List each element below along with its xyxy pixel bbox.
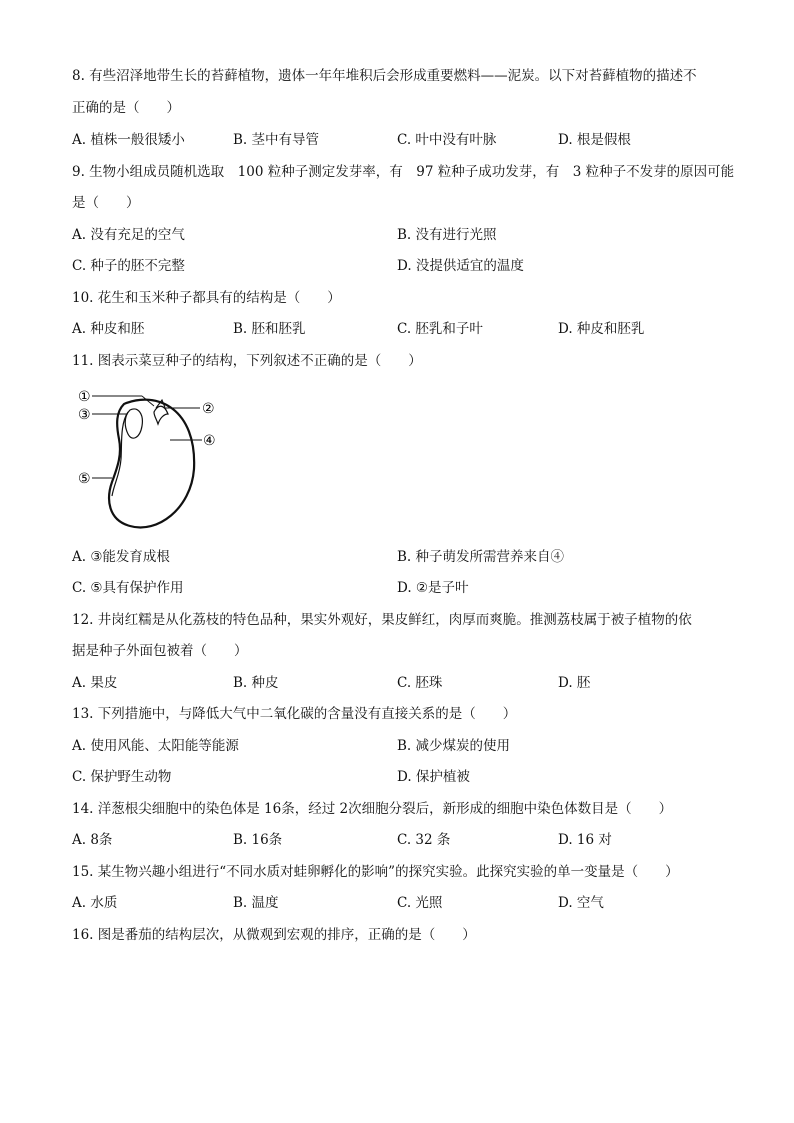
- figure-label-3: ③: [78, 407, 91, 423]
- question-15-stem: 15. 某生物兴趣小组进行“不同水质对蛙卵孵化的影响”的探究实验。此探究实验的单一变量是（ ）: [72, 864, 679, 880]
- question-13-option-d: D. 保护植被: [397, 769, 470, 785]
- question-12-stem-line2: 据是种子外面包被着（ ）: [72, 643, 248, 659]
- question-8-option-d: D. 根是假根: [558, 132, 631, 148]
- question-13-option-b: B. 减少煤炭的使用: [397, 738, 511, 754]
- question-12-stem-line1: 12. 井岗红糯是从化荔枝的特色品种，果实外观好，果皮鲜红，肉厚而爽脆。推测荔枝属于被子植物的依: [72, 612, 692, 628]
- question-9-option-a: A. 没有充足的空气: [72, 227, 185, 243]
- question-10-option-d: D. 种皮和胚乳: [558, 321, 645, 337]
- question-10-stem: 10. 花生和玉米种子都具有的结构是（ ）: [72, 290, 341, 306]
- question-14-option-c: C. 32 条: [397, 832, 451, 848]
- question-8-option-b: B. 茎中有导管: [233, 132, 320, 148]
- question-11-option-a: A. ③能发育成根: [72, 549, 170, 565]
- question-10-option-c: C. 胚乳和子叶: [397, 321, 483, 337]
- question-9-stem-line1: 9. 生物小组成员随机选取 100 粒种子测定发芽率，有 97 粒种子成功发芽，有 3 粒种子不发芽的原因可能: [72, 164, 735, 180]
- question-14-option-b: B. 16条: [233, 832, 283, 848]
- question-11-option-b: B. 种子萌发所需营养来自④: [397, 549, 565, 565]
- bean-seed-figure: [72, 384, 222, 534]
- question-16-stem: 16. 图是番茄的结构层次，从微观到宏观的排序，正确的是（ ）: [72, 927, 476, 943]
- question-9-option-b: B. 没有进行光照: [397, 227, 497, 243]
- question-8-stem-line2: 正确的是（ ）: [72, 100, 180, 116]
- question-14-option-d: D. 16 对: [558, 832, 612, 848]
- question-14-option-a: A. 8条: [72, 832, 113, 848]
- question-9-option-d: D. 没提供适宜的温度: [397, 258, 524, 274]
- question-15-option-a: A. 水质: [72, 895, 118, 911]
- question-10-option-a: A. 种皮和胚: [72, 321, 145, 337]
- question-8-option-c: C. 叶中没有叶脉: [397, 132, 497, 148]
- question-15-option-b: B. 温度: [233, 895, 279, 911]
- question-11-stem: 11. 图表示菜豆种子的结构，下列叙述不正确的是（ ）: [72, 353, 422, 369]
- figure-label-2: ②: [202, 401, 215, 417]
- question-12-option-b: B. 种皮: [233, 675, 279, 691]
- question-8-stem-line1: 8. 有些沼泽地带生长的苔藓植物，遗体一年年堆积后会形成重要燃料——泥炭。以下对苔藓植物的描述不: [72, 68, 697, 84]
- question-11-option-d: D. ②是子叶: [397, 580, 469, 596]
- question-15-option-d: D. 空气: [558, 895, 604, 911]
- question-11-option-c: C. ⑤具有保护作用: [72, 580, 184, 596]
- question-9-option-c: C. 种子的胚不完整: [72, 258, 185, 274]
- figure-label-4: ④: [203, 433, 216, 449]
- question-12-option-d: D. 胚: [558, 675, 591, 691]
- question-10-option-b: B. 胚和胚乳: [233, 321, 306, 337]
- figure-label-1: ①: [78, 389, 91, 405]
- figure-label-5: ⑤: [78, 471, 91, 487]
- question-12-option-c: C. 胚珠: [397, 675, 443, 691]
- question-14-stem: 14. 洋葱根尖细胞中的染色体是 16条，经过 2次细胞分裂后，新形成的细胞中染色体数目是（ ）: [72, 801, 673, 817]
- question-13-option-c: C. 保护野生动物: [72, 769, 172, 785]
- question-13-stem: 13. 下列措施中，与降低大气中二氧化碳的含量没有直接关系的是（ ）: [72, 706, 517, 722]
- question-8-option-a: A. 植株一般很矮小: [72, 132, 185, 148]
- question-15-option-c: C. 光照: [397, 895, 443, 911]
- question-9-stem-line2: 是（ ）: [72, 195, 140, 211]
- question-13-option-a: A. 使用风能、太阳能等能源: [72, 738, 239, 754]
- question-12-option-a: A. 果皮: [72, 675, 118, 691]
